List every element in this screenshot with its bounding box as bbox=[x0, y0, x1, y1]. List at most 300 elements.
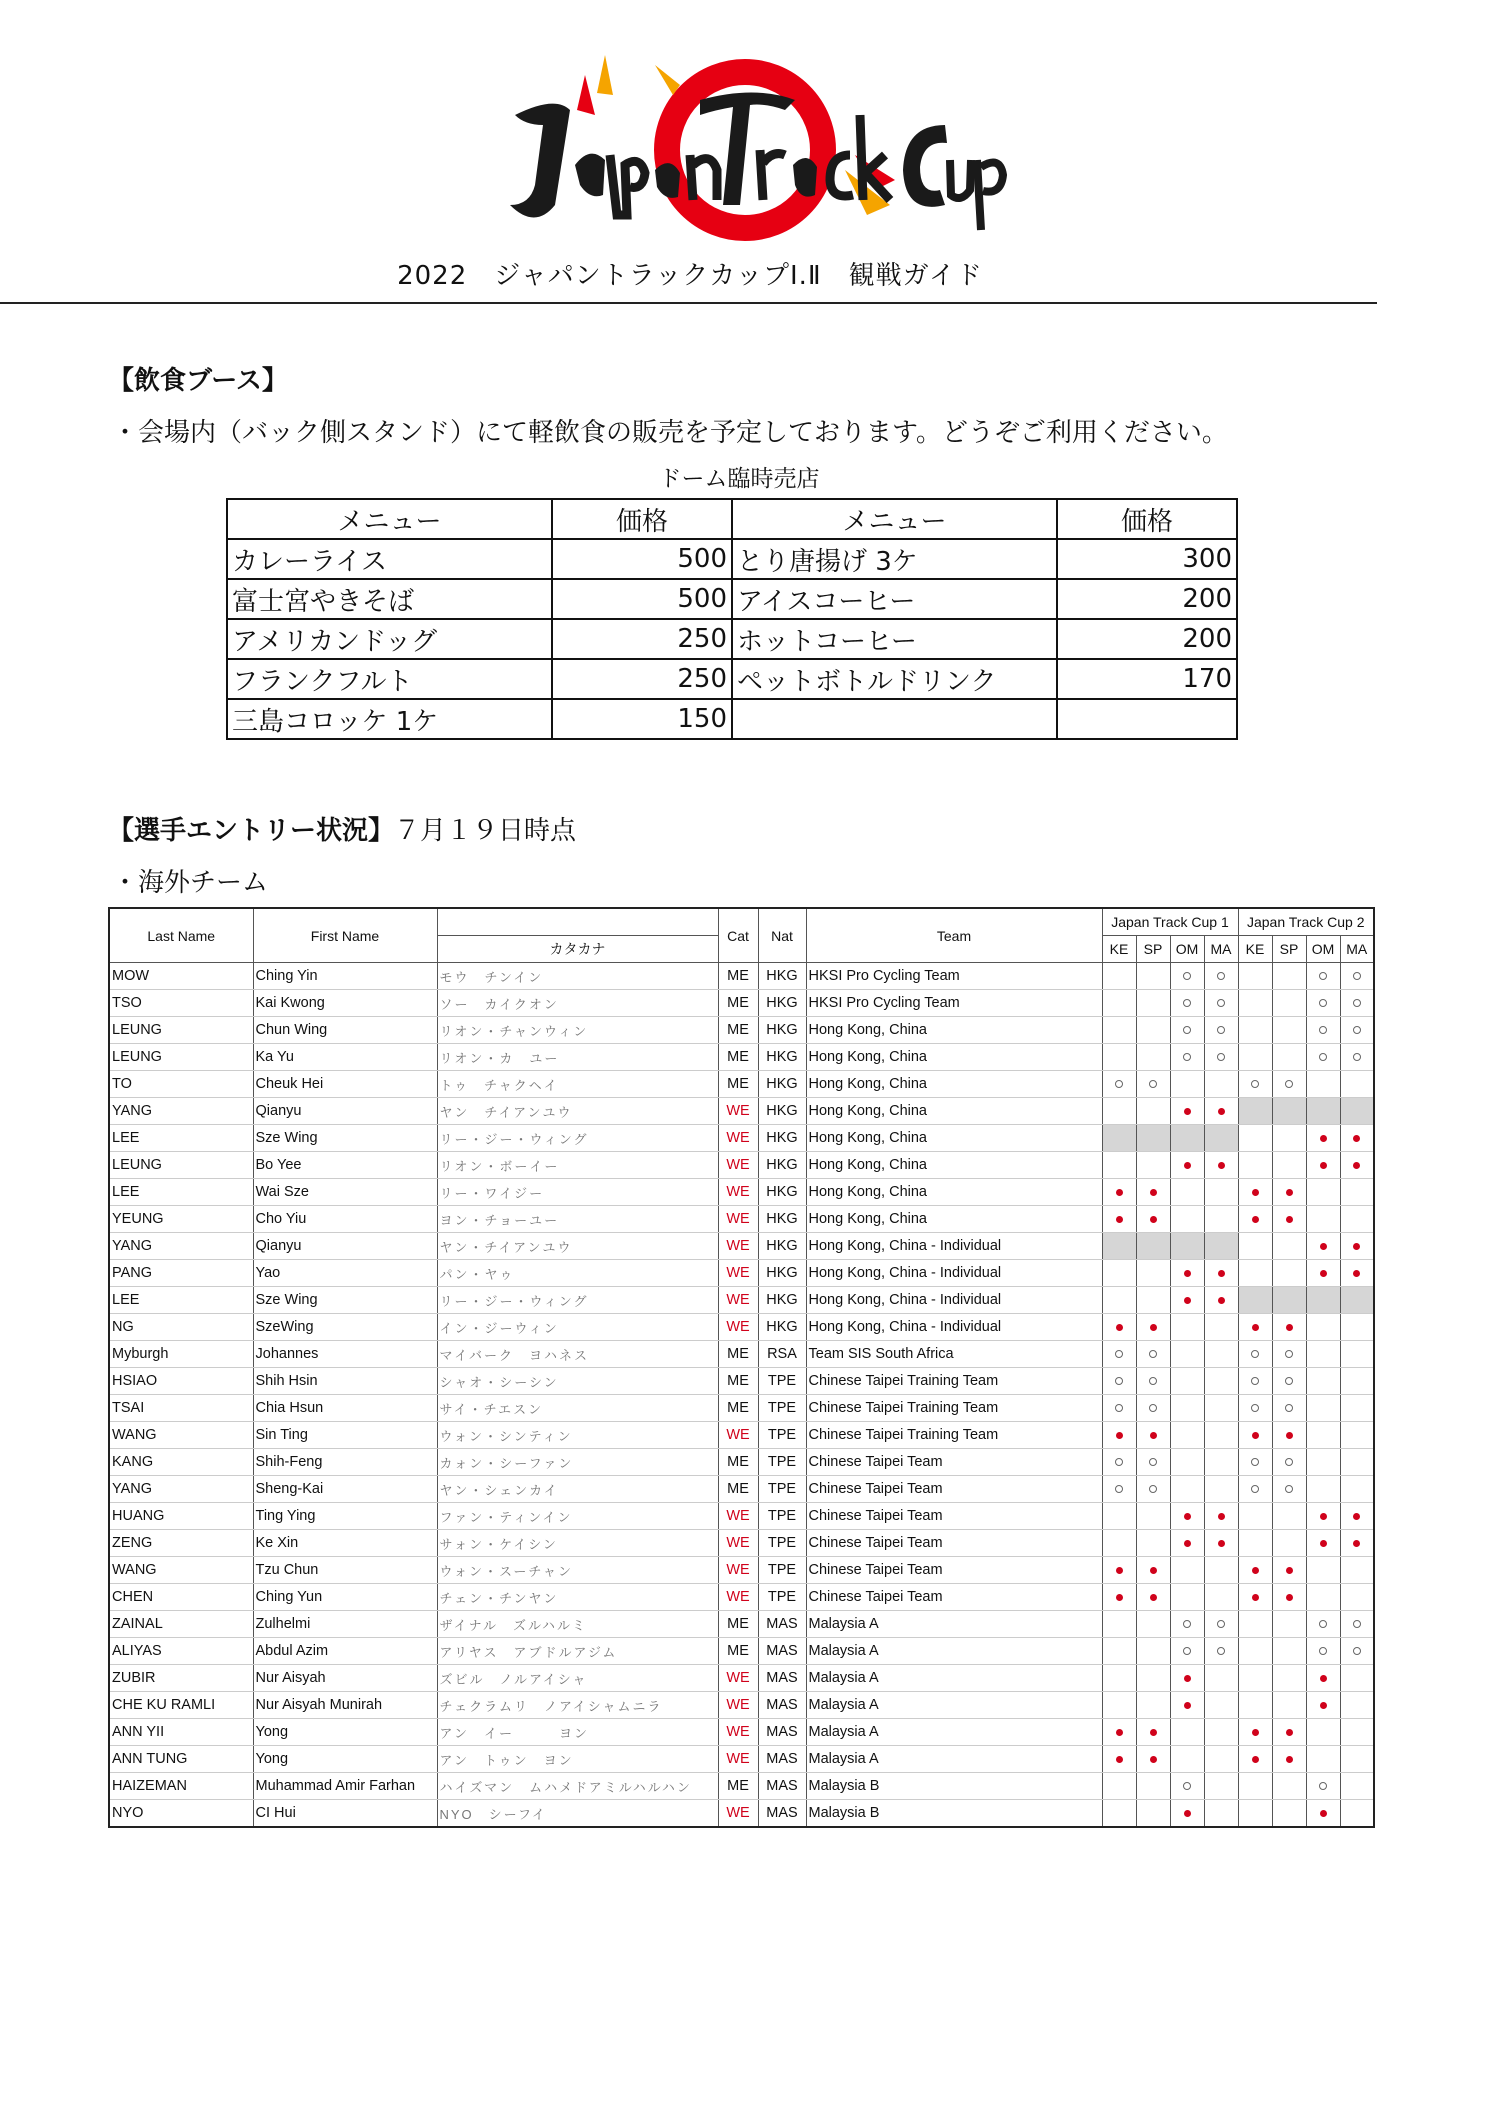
event-mark-cell bbox=[1272, 1557, 1306, 1584]
entry-circle-icon bbox=[1251, 1404, 1259, 1412]
event-mark-cell bbox=[1238, 1773, 1272, 1800]
cell-nat: HKG bbox=[758, 1125, 806, 1152]
entry-confirmed-dot-icon bbox=[1353, 1270, 1360, 1277]
event-mark-cell bbox=[1170, 1800, 1204, 1828]
entry-row bbox=[109, 1530, 1374, 1557]
event-mark-cell bbox=[1272, 1692, 1306, 1719]
cell-last: LEE bbox=[109, 1125, 253, 1152]
entry-confirmed-dot-icon bbox=[1252, 1216, 1259, 1223]
entry-row bbox=[109, 1071, 1374, 1098]
event-mark-cell bbox=[1136, 1773, 1170, 1800]
event-mark-cell bbox=[1204, 1044, 1238, 1071]
cell-kata: パン・ヤゥ bbox=[437, 1260, 718, 1287]
entry-circle-icon bbox=[1149, 1458, 1157, 1466]
event-mark-cell bbox=[1238, 1314, 1272, 1341]
cell-last: ALIYAS bbox=[109, 1638, 253, 1665]
event-mark-cell bbox=[1136, 1233, 1170, 1260]
entry-row bbox=[109, 1611, 1374, 1638]
entry-circle-icon bbox=[1285, 1377, 1293, 1385]
entry-circle-icon bbox=[1285, 1404, 1293, 1412]
header-divider bbox=[0, 302, 1377, 304]
menu-price: 300 bbox=[1057, 539, 1237, 579]
cell-last: LEUNG bbox=[109, 1152, 253, 1179]
entry-date-note: ７月１９日時点 bbox=[394, 816, 577, 846]
event-mark-cell bbox=[1204, 1071, 1238, 1098]
entry-confirmed-dot-icon bbox=[1184, 1702, 1191, 1709]
event-mark-cell bbox=[1170, 1260, 1204, 1287]
event-mark-cell bbox=[1272, 1260, 1306, 1287]
menu-price: 150 bbox=[552, 699, 732, 739]
entry-confirmed-dot-icon bbox=[1353, 1135, 1360, 1142]
entry-confirmed-dot-icon bbox=[1218, 1108, 1225, 1115]
event-mark-cell bbox=[1102, 1746, 1136, 1773]
menu-price: 500 bbox=[552, 539, 732, 579]
first-name-header: First Name bbox=[253, 908, 437, 963]
event-mark-cell bbox=[1272, 1314, 1306, 1341]
event-mark-cell bbox=[1340, 1395, 1374, 1422]
cell-last: WANG bbox=[109, 1422, 253, 1449]
menu-price: 200 bbox=[1057, 619, 1237, 659]
event-mark-cell bbox=[1136, 1503, 1170, 1530]
cell-last: YANG bbox=[109, 1233, 253, 1260]
entry-row bbox=[109, 1206, 1374, 1233]
cell-cat: ME bbox=[718, 990, 758, 1017]
cell-nat: TPE bbox=[758, 1557, 806, 1584]
cell-team: Hong Kong, China bbox=[806, 1044, 1102, 1071]
event-mark-cell bbox=[1306, 1044, 1340, 1071]
event-mark-cell bbox=[1204, 990, 1238, 1017]
event-mark-cell bbox=[1340, 1287, 1374, 1314]
cell-kata: リオン・カ ユー bbox=[437, 1044, 718, 1071]
price-header: 価格 bbox=[552, 499, 732, 539]
event-header-ma: MA bbox=[1204, 936, 1238, 963]
cell-first: Nur Aisyah Munirah bbox=[253, 1692, 437, 1719]
event-mark-cell bbox=[1340, 1449, 1374, 1476]
event-mark-cell bbox=[1272, 1044, 1306, 1071]
menu-header-row bbox=[227, 499, 1237, 539]
entry-circle-icon bbox=[1183, 999, 1191, 1007]
entry-confirmed-dot-icon bbox=[1116, 1189, 1123, 1196]
entry-confirmed-dot-icon bbox=[1252, 1189, 1259, 1196]
event-mark-cell bbox=[1306, 1557, 1340, 1584]
entry-circle-icon bbox=[1285, 1080, 1293, 1088]
event-mark-cell bbox=[1170, 1044, 1204, 1071]
event-mark-cell bbox=[1238, 1152, 1272, 1179]
cell-cat: WE bbox=[718, 1746, 758, 1773]
event-mark-cell bbox=[1306, 1287, 1340, 1314]
event-mark-cell bbox=[1136, 1017, 1170, 1044]
entry-circle-icon bbox=[1115, 1485, 1123, 1493]
event-mark-cell bbox=[1136, 1395, 1170, 1422]
cell-last: ZAINAL bbox=[109, 1611, 253, 1638]
event-mark-cell bbox=[1340, 1719, 1374, 1746]
price-header: 価格 bbox=[1057, 499, 1237, 539]
event-mark-cell bbox=[1204, 1179, 1238, 1206]
event-mark-cell bbox=[1306, 1800, 1340, 1828]
cell-cat: WE bbox=[718, 1584, 758, 1611]
event-mark-cell bbox=[1204, 1341, 1238, 1368]
entry-confirmed-dot-icon bbox=[1286, 1756, 1293, 1763]
entry-confirmed-dot-icon bbox=[1218, 1162, 1225, 1169]
event-mark-cell bbox=[1102, 1422, 1136, 1449]
cell-nat: HKG bbox=[758, 1044, 806, 1071]
cell-team: Hong Kong, China bbox=[806, 1179, 1102, 1206]
event-mark-cell bbox=[1204, 1152, 1238, 1179]
cell-cat: WE bbox=[718, 1152, 758, 1179]
event-mark-cell bbox=[1204, 1665, 1238, 1692]
event-mark-cell bbox=[1204, 1746, 1238, 1773]
cell-kata: チェクラムリ ノアイシャムニラ bbox=[437, 1692, 718, 1719]
cell-team: Malaysia A bbox=[806, 1665, 1102, 1692]
menu-header: メニュー bbox=[227, 499, 552, 539]
entry-circle-icon bbox=[1285, 1458, 1293, 1466]
entry-confirmed-dot-icon bbox=[1320, 1243, 1327, 1250]
event-mark-cell bbox=[1272, 1611, 1306, 1638]
event-mark-cell bbox=[1102, 1449, 1136, 1476]
entry-circle-icon bbox=[1183, 1620, 1191, 1628]
entry-circle-icon bbox=[1149, 1485, 1157, 1493]
event-mark-cell bbox=[1204, 1503, 1238, 1530]
entry-circle-icon bbox=[1319, 1782, 1327, 1790]
cell-first: Johannes bbox=[253, 1341, 437, 1368]
event-mark-cell bbox=[1136, 1152, 1170, 1179]
event-mark-cell bbox=[1306, 1233, 1340, 1260]
entry-row bbox=[109, 1638, 1374, 1665]
event-mark-cell bbox=[1340, 1503, 1374, 1530]
entry-row bbox=[109, 1368, 1374, 1395]
entry-confirmed-dot-icon bbox=[1116, 1729, 1123, 1736]
cell-kata: アン イー ヨン bbox=[437, 1719, 718, 1746]
event-mark-cell bbox=[1306, 1260, 1340, 1287]
event-mark-cell bbox=[1238, 1341, 1272, 1368]
cell-first: Abdul Azim bbox=[253, 1638, 437, 1665]
cell-cat: WE bbox=[718, 1692, 758, 1719]
cell-nat: HKG bbox=[758, 1152, 806, 1179]
event-mark-cell bbox=[1102, 1206, 1136, 1233]
menu-row bbox=[227, 699, 1237, 739]
cell-first: Shih-Feng bbox=[253, 1449, 437, 1476]
cell-last: HSIAO bbox=[109, 1368, 253, 1395]
entry-circle-icon bbox=[1285, 1350, 1293, 1358]
event-mark-cell bbox=[1204, 1125, 1238, 1152]
entry-circle-icon bbox=[1115, 1350, 1123, 1358]
event-mark-cell bbox=[1170, 1179, 1204, 1206]
menu-row bbox=[227, 619, 1237, 659]
event-mark-cell bbox=[1238, 1611, 1272, 1638]
event-mark-cell bbox=[1238, 1476, 1272, 1503]
event-mark-cell bbox=[1170, 1206, 1204, 1233]
cell-nat: MAS bbox=[758, 1773, 806, 1800]
cell-team: Hong Kong, China - Individual bbox=[806, 1233, 1102, 1260]
cell-nat: HKG bbox=[758, 1287, 806, 1314]
event-mark-cell bbox=[1272, 1530, 1306, 1557]
event-mark-cell bbox=[1238, 1638, 1272, 1665]
cell-cat: WE bbox=[718, 1233, 758, 1260]
cat-header: Cat bbox=[718, 908, 758, 963]
event-mark-cell bbox=[1170, 1638, 1204, 1665]
event-mark-cell bbox=[1272, 990, 1306, 1017]
cell-cat: WE bbox=[718, 1287, 758, 1314]
event-mark-cell bbox=[1306, 1665, 1340, 1692]
event-mark-cell bbox=[1170, 1017, 1204, 1044]
event-mark-cell bbox=[1238, 1557, 1272, 1584]
cell-first: Cheuk Hei bbox=[253, 1071, 437, 1098]
cell-first: Chia Hsun bbox=[253, 1395, 437, 1422]
menu-item: とり唐揚げ 3ケ bbox=[732, 539, 1057, 579]
entry-circle-icon bbox=[1251, 1377, 1259, 1385]
entry-confirmed-dot-icon bbox=[1286, 1594, 1293, 1601]
entry-confirmed-dot-icon bbox=[1252, 1324, 1259, 1331]
cell-team: Chinese Taipei Team bbox=[806, 1476, 1102, 1503]
event-mark-cell bbox=[1136, 1584, 1170, 1611]
event-mark-cell bbox=[1272, 1287, 1306, 1314]
cell-team: Malaysia B bbox=[806, 1773, 1102, 1800]
event-mark-cell bbox=[1170, 1746, 1204, 1773]
cell-kata: トゥ チャクヘイ bbox=[437, 1071, 718, 1098]
entry-confirmed-dot-icon bbox=[1218, 1297, 1225, 1304]
event-mark-cell bbox=[1170, 1530, 1204, 1557]
event-mark-cell bbox=[1170, 1125, 1204, 1152]
event-mark-cell bbox=[1102, 990, 1136, 1017]
event-mark-cell bbox=[1272, 1746, 1306, 1773]
entry-confirmed-dot-icon bbox=[1116, 1216, 1123, 1223]
event-mark-cell bbox=[1272, 963, 1306, 990]
cell-nat: HKG bbox=[758, 1233, 806, 1260]
entry-confirmed-dot-icon bbox=[1252, 1432, 1259, 1439]
shop-title: ドーム臨時売店 bbox=[658, 466, 820, 492]
event-mark-cell bbox=[1102, 1503, 1136, 1530]
event-mark-cell bbox=[1102, 1368, 1136, 1395]
cell-last: MOW bbox=[109, 963, 253, 990]
menu-price: 200 bbox=[1057, 579, 1237, 619]
event-mark-cell bbox=[1238, 1206, 1272, 1233]
entry-circle-icon bbox=[1251, 1458, 1259, 1466]
menu-table bbox=[226, 498, 1238, 740]
cell-first: Nur Aisyah bbox=[253, 1665, 437, 1692]
entry-confirmed-dot-icon bbox=[1184, 1540, 1191, 1547]
event-mark-cell bbox=[1272, 1584, 1306, 1611]
cell-team: Hong Kong, China bbox=[806, 1125, 1102, 1152]
menu-row bbox=[227, 659, 1237, 699]
event-mark-cell bbox=[1136, 1179, 1170, 1206]
entry-confirmed-dot-icon bbox=[1320, 1702, 1327, 1709]
cell-first: Ching Yun bbox=[253, 1584, 437, 1611]
food-description: ・会場内（バック側スタンド）にて軽飲食の販売を予定しております。どうぞご利用ください。 bbox=[112, 418, 1228, 448]
entry-row bbox=[109, 1800, 1374, 1828]
overseas-teams-label: ・海外チーム bbox=[112, 868, 269, 898]
event-mark-cell bbox=[1170, 1314, 1204, 1341]
entry-circle-icon bbox=[1149, 1404, 1157, 1412]
cell-first: Wai Sze bbox=[253, 1179, 437, 1206]
cell-cat: WE bbox=[718, 1098, 758, 1125]
entry-circle-icon bbox=[1183, 1782, 1191, 1790]
entry-circle-icon bbox=[1217, 999, 1225, 1007]
event-mark-cell bbox=[1238, 1098, 1272, 1125]
cell-first: Ching Yin bbox=[253, 963, 437, 990]
event-mark-cell bbox=[1102, 1692, 1136, 1719]
cell-first: Yong bbox=[253, 1719, 437, 1746]
entry-circle-icon bbox=[1217, 1620, 1225, 1628]
event-mark-cell bbox=[1340, 1422, 1374, 1449]
event-mark-cell bbox=[1238, 1368, 1272, 1395]
event-mark-cell bbox=[1340, 1746, 1374, 1773]
entry-confirmed-dot-icon bbox=[1252, 1567, 1259, 1574]
event-mark-cell bbox=[1204, 1017, 1238, 1044]
entry-confirmed-dot-icon bbox=[1150, 1189, 1157, 1196]
event-mark-cell bbox=[1340, 1179, 1374, 1206]
cell-team: Team SIS South Africa bbox=[806, 1341, 1102, 1368]
entry-circle-icon bbox=[1353, 972, 1361, 980]
event-mark-cell bbox=[1340, 1152, 1374, 1179]
event-mark-cell bbox=[1272, 1503, 1306, 1530]
event-mark-cell bbox=[1272, 1341, 1306, 1368]
cell-team: Hong Kong, China - Individual bbox=[806, 1260, 1102, 1287]
entry-circle-icon bbox=[1353, 1647, 1361, 1655]
cell-last: ANN YII bbox=[109, 1719, 253, 1746]
event-mark-cell bbox=[1102, 1044, 1136, 1071]
cell-team: Malaysia A bbox=[806, 1719, 1102, 1746]
event-mark-cell bbox=[1238, 1746, 1272, 1773]
event-mark-cell bbox=[1238, 1449, 1272, 1476]
cell-team: Chinese Taipei Training Team bbox=[806, 1368, 1102, 1395]
event-mark-cell bbox=[1136, 963, 1170, 990]
cell-cat: ME bbox=[718, 963, 758, 990]
menu-item: カレーライス bbox=[227, 539, 552, 579]
event-mark-cell bbox=[1340, 1800, 1374, 1828]
cell-nat: MAS bbox=[758, 1692, 806, 1719]
cell-first: SzeWing bbox=[253, 1314, 437, 1341]
event-mark-cell bbox=[1272, 1719, 1306, 1746]
cell-nat: HKG bbox=[758, 1179, 806, 1206]
nat-header: Nat bbox=[758, 908, 806, 963]
menu-row bbox=[227, 539, 1237, 579]
event-mark-cell bbox=[1136, 1341, 1170, 1368]
cell-cat: ME bbox=[718, 1611, 758, 1638]
japan-track-cup-logo bbox=[495, 55, 1010, 245]
cell-first: Cho Yiu bbox=[253, 1206, 437, 1233]
event-mark-cell bbox=[1306, 1341, 1340, 1368]
cell-team: Malaysia A bbox=[806, 1638, 1102, 1665]
event-mark-cell bbox=[1102, 1152, 1136, 1179]
event-mark-cell bbox=[1238, 1395, 1272, 1422]
entry-row bbox=[109, 1719, 1374, 1746]
cell-last: TSAI bbox=[109, 1395, 253, 1422]
event-mark-cell bbox=[1136, 1125, 1170, 1152]
cell-cat: WE bbox=[718, 1206, 758, 1233]
cell-last: TSO bbox=[109, 990, 253, 1017]
entry-confirmed-dot-icon bbox=[1150, 1594, 1157, 1601]
entry-row bbox=[109, 1287, 1374, 1314]
event-mark-cell bbox=[1238, 1179, 1272, 1206]
event-mark-cell bbox=[1136, 1449, 1170, 1476]
event-mark-cell bbox=[1272, 1476, 1306, 1503]
cup1-header: Japan Track Cup 1 bbox=[1102, 908, 1238, 936]
event-mark-cell bbox=[1306, 1395, 1340, 1422]
event-mark-cell bbox=[1306, 1584, 1340, 1611]
entry-confirmed-dot-icon bbox=[1184, 1513, 1191, 1520]
entry-confirmed-dot-icon bbox=[1320, 1270, 1327, 1277]
event-mark-cell bbox=[1170, 1476, 1204, 1503]
event-mark-cell bbox=[1340, 1044, 1374, 1071]
event-mark-cell bbox=[1272, 1152, 1306, 1179]
cell-nat: TPE bbox=[758, 1476, 806, 1503]
event-mark-cell bbox=[1102, 1260, 1136, 1287]
entry-circle-icon bbox=[1251, 1350, 1259, 1358]
menu-item: ペットボトルドリンク bbox=[732, 659, 1057, 699]
event-mark-cell bbox=[1102, 1611, 1136, 1638]
entry-confirmed-dot-icon bbox=[1218, 1513, 1225, 1520]
event-mark-cell bbox=[1204, 963, 1238, 990]
menu-item: アイスコーヒー bbox=[732, 579, 1057, 619]
cell-first: Shih Hsin bbox=[253, 1368, 437, 1395]
entry-confirmed-dot-icon bbox=[1353, 1513, 1360, 1520]
cell-first: Bo Yee bbox=[253, 1152, 437, 1179]
event-mark-cell bbox=[1170, 1341, 1204, 1368]
event-mark-cell bbox=[1102, 1584, 1136, 1611]
cell-last: TO bbox=[109, 1071, 253, 1098]
cell-team: Chinese Taipei Training Team bbox=[806, 1395, 1102, 1422]
event-mark-cell bbox=[1340, 1368, 1374, 1395]
event-mark-cell bbox=[1306, 1611, 1340, 1638]
event-mark-cell bbox=[1136, 1098, 1170, 1125]
entry-circle-icon bbox=[1319, 1053, 1327, 1061]
cell-team: Hong Kong, China bbox=[806, 1206, 1102, 1233]
cell-team: Hong Kong, China bbox=[806, 1152, 1102, 1179]
entry-circle-icon bbox=[1353, 999, 1361, 1007]
entry-confirmed-dot-icon bbox=[1184, 1162, 1191, 1169]
cell-last: ZENG bbox=[109, 1530, 253, 1557]
entry-row bbox=[109, 1557, 1374, 1584]
entry-confirmed-dot-icon bbox=[1320, 1810, 1327, 1817]
entry-circle-icon bbox=[1217, 1026, 1225, 1034]
team-header: Team bbox=[806, 908, 1102, 963]
entry-row bbox=[109, 1503, 1374, 1530]
event-mark-cell bbox=[1238, 990, 1272, 1017]
event-mark-cell bbox=[1170, 1368, 1204, 1395]
cell-last: KANG bbox=[109, 1449, 253, 1476]
last-name-header: Last Name bbox=[109, 908, 253, 963]
event-mark-cell bbox=[1272, 1125, 1306, 1152]
entry-confirmed-dot-icon bbox=[1353, 1540, 1360, 1547]
event-mark-cell bbox=[1102, 1773, 1136, 1800]
cell-last: LEUNG bbox=[109, 1044, 253, 1071]
entry-confirmed-dot-icon bbox=[1252, 1756, 1259, 1763]
cell-kata: アン トゥン ヨン bbox=[437, 1746, 718, 1773]
cell-kata: ズビル ノルアイシャ bbox=[437, 1665, 718, 1692]
cell-kata: ザイナル ズルハルミ bbox=[437, 1611, 718, 1638]
cell-first: Chun Wing bbox=[253, 1017, 437, 1044]
entry-confirmed-dot-icon bbox=[1320, 1135, 1327, 1142]
event-mark-cell bbox=[1136, 1260, 1170, 1287]
page-subtitle: 2022 ジャパントラックカップⅠ.Ⅱ 観戦ガイド bbox=[397, 261, 983, 291]
cell-team: Hong Kong, China bbox=[806, 1017, 1102, 1044]
cell-first: Ke Xin bbox=[253, 1530, 437, 1557]
cell-cat: ME bbox=[718, 1449, 758, 1476]
event-mark-cell bbox=[1170, 963, 1204, 990]
event-mark-cell bbox=[1306, 1071, 1340, 1098]
menu-price: 250 bbox=[552, 659, 732, 699]
event-mark-cell bbox=[1102, 1071, 1136, 1098]
cell-nat: MAS bbox=[758, 1638, 806, 1665]
cell-cat: ME bbox=[718, 1368, 758, 1395]
cell-kata: NYO シーフイ bbox=[437, 1800, 718, 1828]
event-mark-cell bbox=[1204, 1449, 1238, 1476]
event-mark-cell bbox=[1306, 1152, 1340, 1179]
cell-kata: ソー カイクオン bbox=[437, 990, 718, 1017]
cell-team: HKSI Pro Cycling Team bbox=[806, 963, 1102, 990]
event-mark-cell bbox=[1136, 1287, 1170, 1314]
event-mark-cell bbox=[1340, 1638, 1374, 1665]
